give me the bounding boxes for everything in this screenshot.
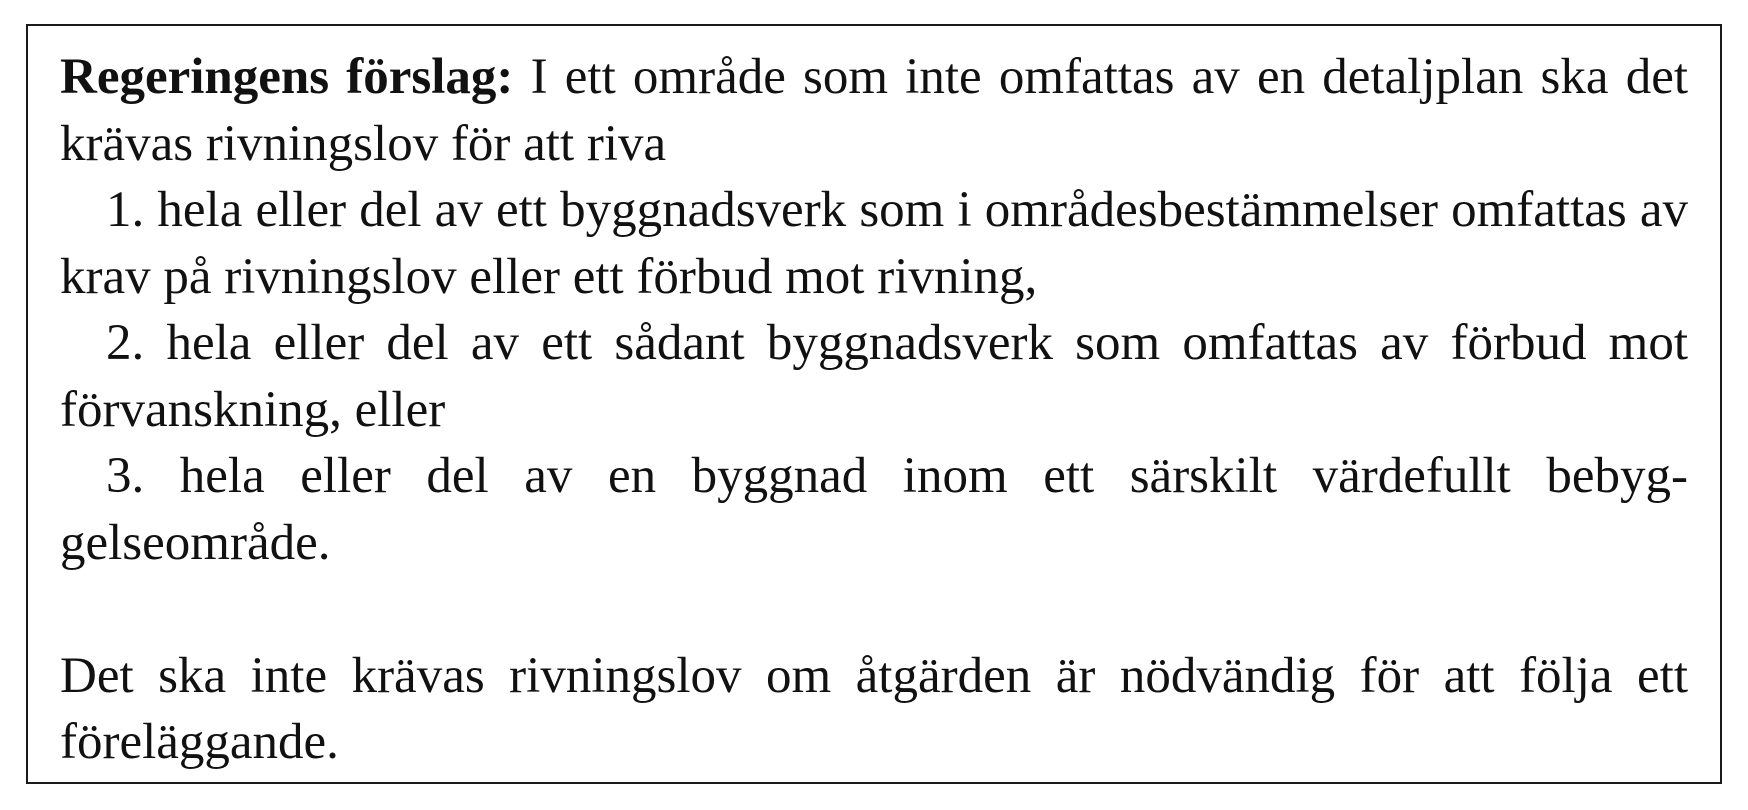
list-item-text: hela eller del av en byggnad inom ett särskilt värdefullt bebyggelseområde.	[60, 448, 1688, 571]
proposal-closing: Det ska inte krävas rivningslov om åtgärden är nödvändig för att följa ett föreläggande.	[60, 647, 1688, 770]
proposal-intro	[60, 44, 1688, 177]
list-item	[60, 443, 1688, 576]
list-item-number: 2.	[106, 315, 145, 371]
proposal-lead: Regeringens förslag:	[60, 49, 514, 105]
proposal-box	[26, 24, 1722, 784]
list-item-text: hela eller del av ett byggnadsverk som i områdesbestämmelser omfattas av krav på rivningslov eller ett förbud mot rivning,	[60, 182, 1689, 305]
paragraph-gap	[60, 576, 1688, 643]
proposal-intro-text: I ett område som inte omfattas av en detaljplan ska det krävas rivningslov för att riva	[60, 49, 1689, 172]
list-item-number: 3.	[106, 448, 145, 504]
list-item-number: 1.	[106, 182, 145, 238]
list-item	[60, 310, 1688, 443]
list-item	[60, 177, 1688, 310]
list-item-text: hela eller del av ett sådant byggnadsverk som omfattas av förbud mot förvanskning, eller	[60, 315, 1689, 438]
